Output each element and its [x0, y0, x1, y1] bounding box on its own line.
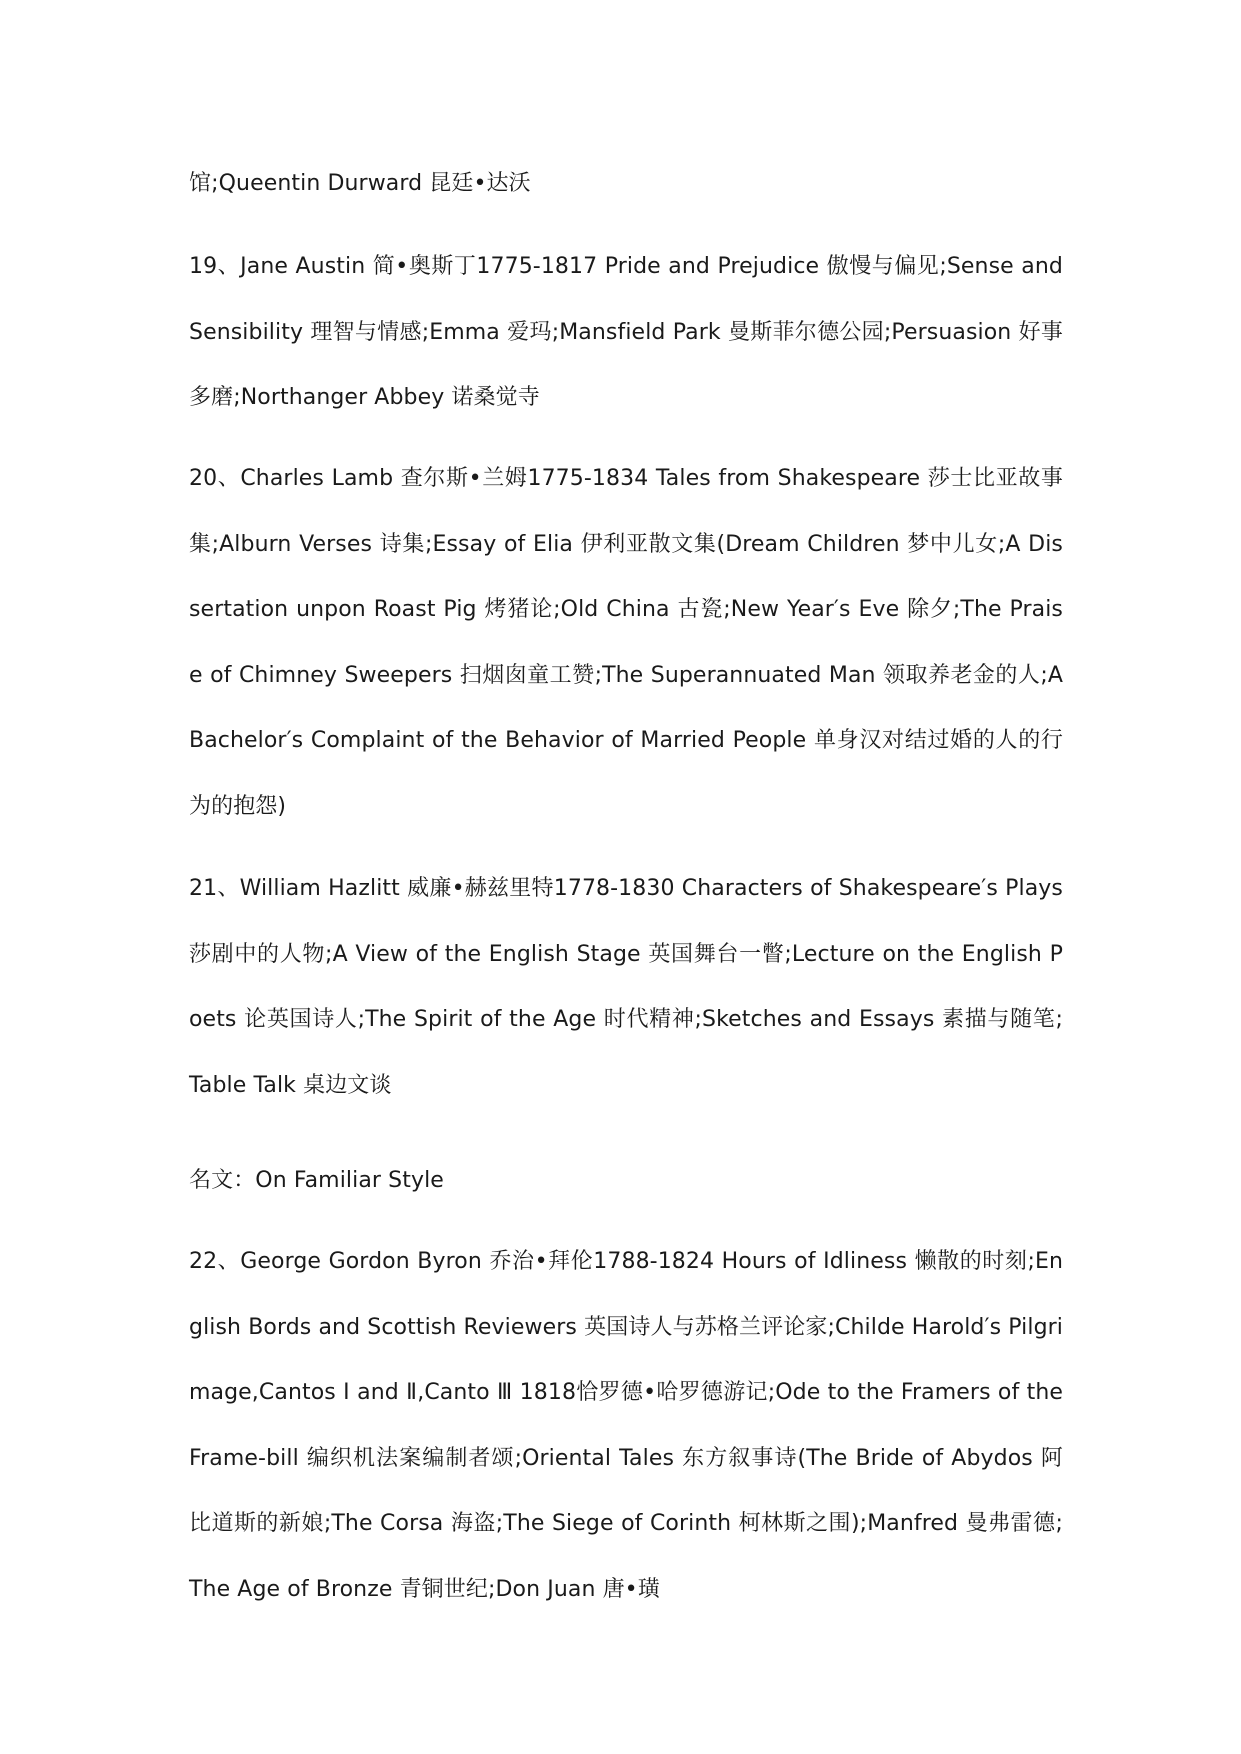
- paragraph-william-hazlitt: 21、William Hazlitt 威廉•赫兹里特1778-1830 Characters of Shakespeare′s Plays 莎剧中的人物;A View of the English Stage 英国舞台一瞥;Lecture on the English Poets 论英国诗人;The Spirit of the Age 时代精神;Sketches and Essays 素描与随笔;Table Talk 桌边文谈: [189, 876, 1063, 1098]
- paragraph-famous-essay: 名文：On Familiar Style: [189, 1168, 444, 1193]
- paragraph-continuation: 馆;Queentin Durward 昆廷•达沃: [189, 171, 531, 196]
- paragraph-jane-austin: 19、Jane Austin 简•奥斯丁1775-1817 Pride and Prejudice 傲慢与偏见;Sense and Sensibility 理智与情感;Emma 爱玛;Mansfield Park 曼斯菲尔德公园;Persuasion 好事多磨;Northanger Abbey 诺桑觉寺: [189, 254, 1063, 410]
- paragraph-byron: 22、George Gordon Byron 乔治•拜伦1788-1824 Hours of Idliness 懒散的时刻;English Bords and Scottish Reviewers 英国诗人与苏格兰评论家;Childe Harold′s Pilgrimage,Cantos Ⅰ and Ⅱ,Canto Ⅲ 1818恰罗德•哈罗德游记;Ode to the Framers of the Frame-bill 编织机法案编制者颂;Oriental Tales 东方叙事诗(The Bride of Abydos 阿比道斯的新娘;The Corsa 海盗;The Siege of Corinth 柯林斯之围);Manfred 曼弗雷德;The Age of Bronze 青铜世纪;Don Juan 唐•璜: [189, 1249, 1063, 1602]
- paragraph-charles-lamb: 20、Charles Lamb 查尔斯•兰姆1775-1834 Tales from Shakespeare 莎士比亚故事集;Alburn Verses 诗集;Essay of Elia 伊利亚散文集(Dream Children 梦中儿女;A Dissertation unpon Roast Pig 烤猪论;Old China 古瓷;New Year′s Eve 除夕;The Praise of Chimney Sweepers 扫烟囱童工赞;The Superannuated Man 领取养老金的人;A Bachelor′s Complaint of the Behavior of Married People 单身汉对结过婚的人的行为的抱怨): [189, 466, 1063, 819]
